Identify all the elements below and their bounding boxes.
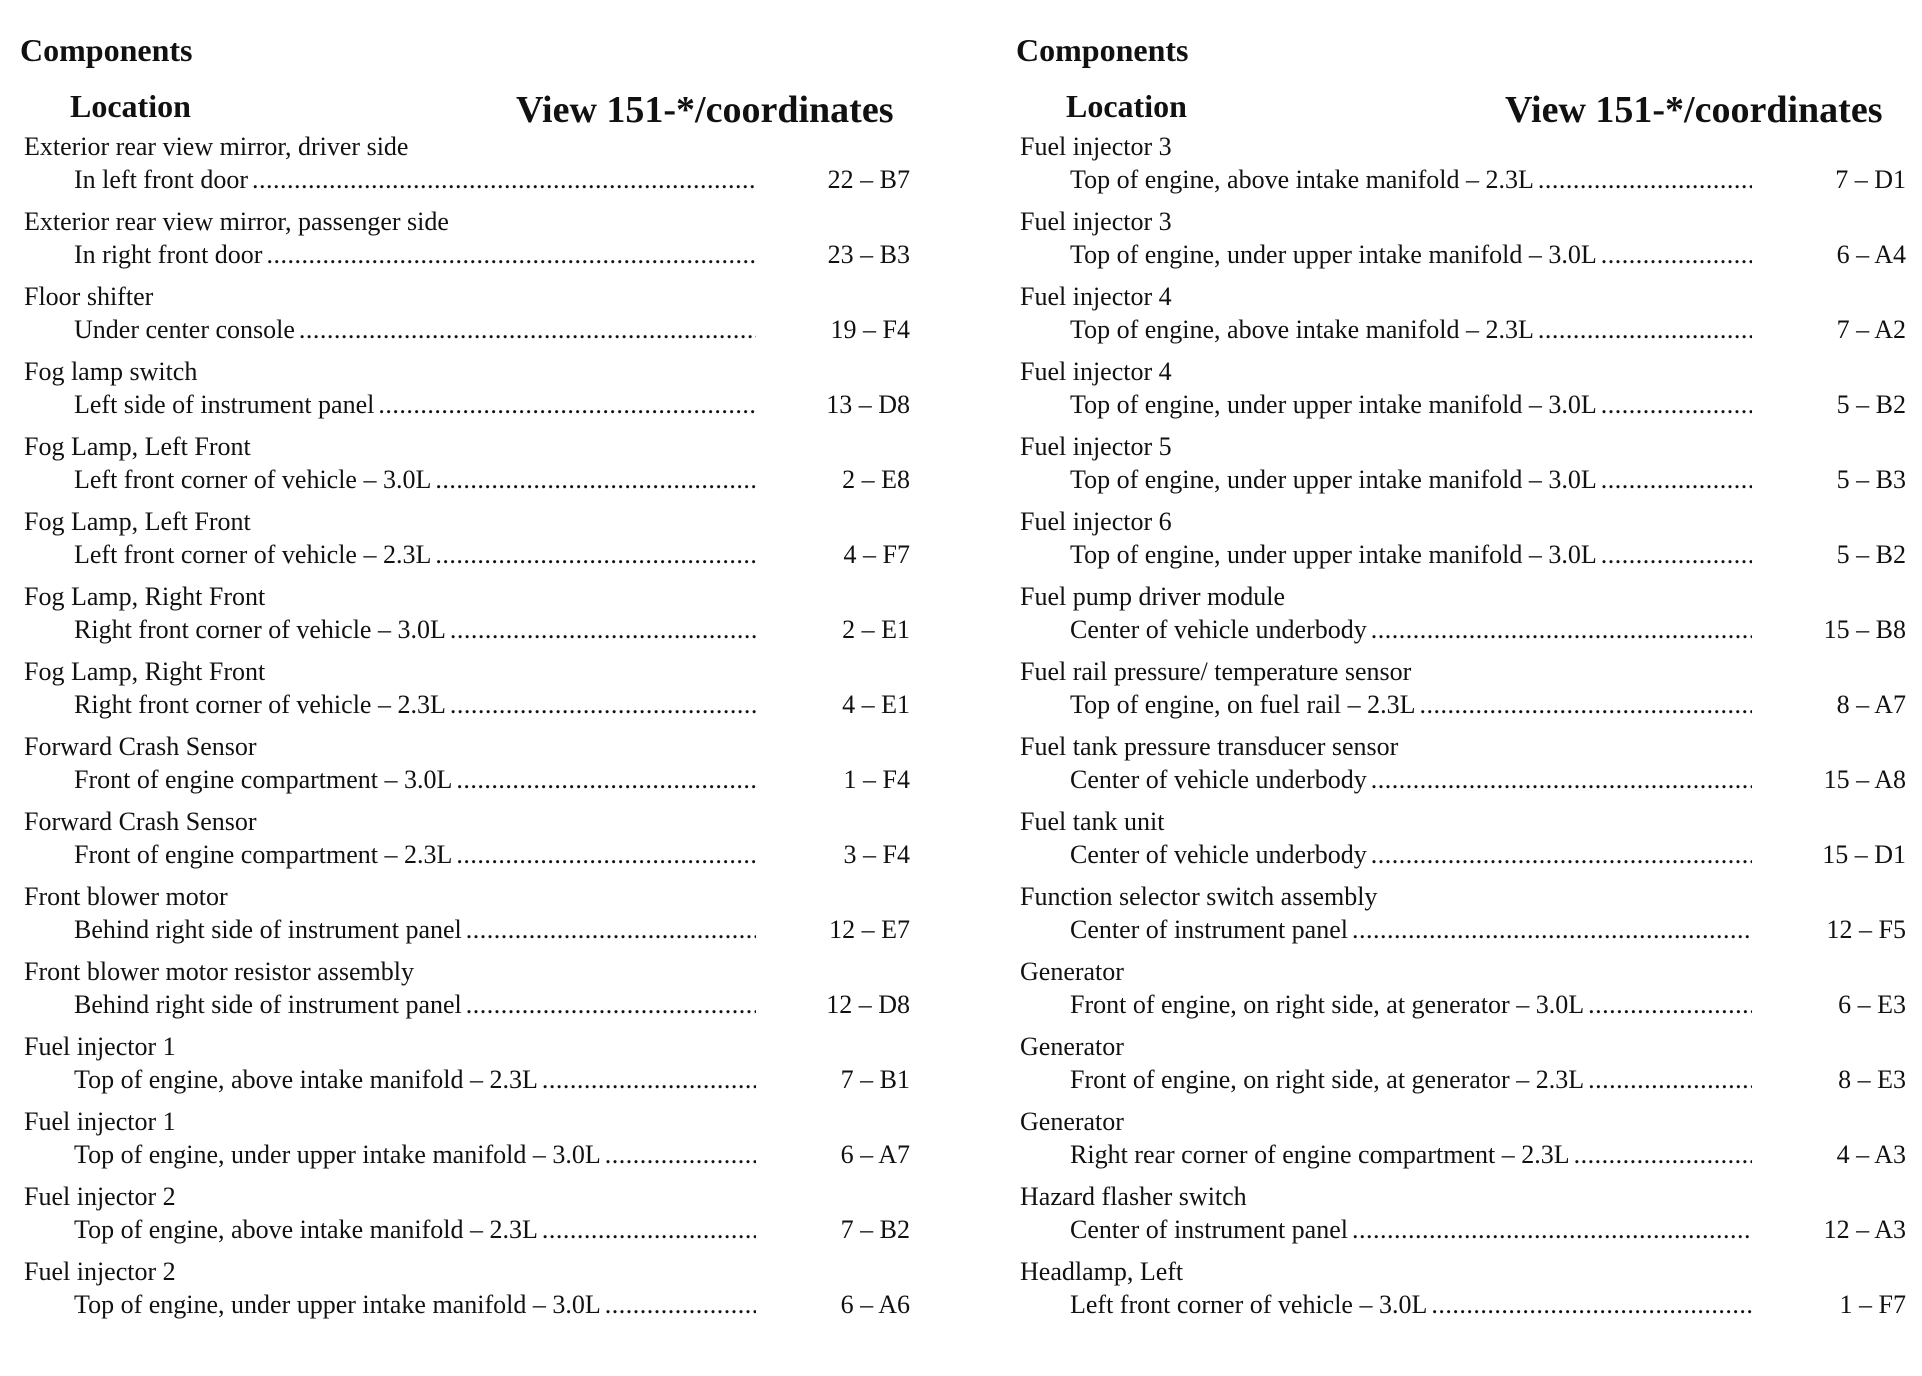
component-location: Front of engine compartment – 3.0L: [74, 765, 453, 794]
right-page: [1000, 0, 1922, 1376]
component-name: Fog lamp switch: [24, 357, 198, 386]
component-location: Front of engine, on right side, at generator – 2.3L: [1070, 1065, 1585, 1094]
view-coordinate: 6 – A7: [840, 1140, 910, 1169]
view-coordinate: 12 – D8: [826, 990, 910, 1019]
view-coordinate: 4 – A3: [1836, 1140, 1906, 1169]
list-item: [1000, 955, 1922, 1030]
component-name: Fuel injector 5: [1020, 432, 1172, 461]
component-location: Top of engine, under upper intake manifold – 3.0L: [74, 1290, 601, 1319]
view-coordinate: 4 – F7: [843, 540, 910, 569]
dot-leader: [450, 688, 756, 722]
component-name: Fog Lamp, Right Front: [24, 657, 266, 686]
list-item: [0, 730, 960, 805]
dot-leader: [252, 163, 756, 197]
view-coordinate: 5 – B2: [1836, 390, 1906, 419]
component-location: Top of engine, above intake manifold – 2.3L: [1070, 315, 1534, 344]
dot-leader: [542, 1213, 756, 1247]
component-location: In right front door: [74, 240, 263, 269]
left-entry-list: [0, 130, 960, 1330]
component-location: Left side of instrument panel: [74, 390, 375, 419]
component-name: Fuel injector 4: [1020, 282, 1172, 311]
component-name: Function selector switch assembly: [1020, 882, 1378, 911]
dot-leader: [1601, 463, 1752, 497]
list-item: [1000, 655, 1922, 730]
component-name: Fuel injector 2: [24, 1182, 176, 1211]
component-name: Fuel tank unit: [1020, 807, 1165, 836]
dot-leader: [378, 388, 756, 422]
component-location: Center of vehicle underbody: [1070, 765, 1367, 794]
component-location: Top of engine, under upper intake manifold – 3.0L: [1070, 540, 1597, 569]
view-coordinate: 6 – A4: [1836, 240, 1906, 269]
list-item: [1000, 730, 1922, 805]
component-name: Fuel injector 4: [1020, 357, 1172, 386]
dot-leader: [1574, 1138, 1752, 1172]
list-item: [1000, 1030, 1922, 1105]
component-name: Forward Crash Sensor: [24, 732, 257, 761]
component-name: Fuel tank pressure transducer sensor: [1020, 732, 1399, 761]
component-location: Right front corner of vehicle – 2.3L: [74, 690, 446, 719]
component-location: Center of instrument panel: [1070, 1215, 1348, 1244]
component-name: Generator: [1020, 1032, 1124, 1061]
view-coordinate: 15 – D1: [1822, 840, 1906, 869]
list-item: [1000, 505, 1922, 580]
dot-leader: [1352, 913, 1752, 947]
view-coordinate: 13 – D8: [826, 390, 910, 419]
list-item: [1000, 355, 1922, 430]
dot-leader: [1419, 688, 1752, 722]
dot-leader: [266, 238, 756, 272]
list-item: [0, 580, 960, 655]
component-location: Center of vehicle underbody: [1070, 615, 1367, 644]
dot-leader: [1588, 1063, 1752, 1097]
dot-leader: [1538, 313, 1752, 347]
dot-leader: [1538, 163, 1752, 197]
view-coordinate: 12 – A3: [1823, 1215, 1906, 1244]
component-location: Front of engine, on right side, at generator – 3.0L: [1070, 990, 1585, 1019]
component-name: Fuel rail pressure/ temperature sensor: [1020, 657, 1412, 686]
component-location: Top of engine, above intake manifold – 2.3L: [74, 1065, 538, 1094]
list-item: [0, 355, 960, 430]
component-location: Front of engine compartment – 2.3L: [74, 840, 453, 869]
view-coordinate: 1 – F4: [843, 765, 910, 794]
component-location: Top of engine, above intake manifold – 2.3L: [74, 1215, 538, 1244]
dot-leader: [466, 988, 756, 1022]
view-coordinate: 1 – F7: [1839, 1290, 1906, 1319]
list-item: [1000, 205, 1922, 280]
view-coordinate: 12 – F5: [1826, 915, 1906, 944]
list-item: [1000, 1105, 1922, 1180]
component-location: Top of engine, above intake manifold – 2.3L: [1070, 165, 1534, 194]
view-coordinate: 2 – E1: [842, 615, 910, 644]
component-name: Fuel injector 3: [1020, 207, 1172, 236]
view-coordinate: 22 – B7: [827, 165, 910, 194]
list-item: [1000, 280, 1922, 355]
right-location-header: Location: [1066, 88, 1187, 124]
component-location: Top of engine, on fuel rail – 2.3L: [1070, 690, 1416, 719]
view-coordinate: 7 – B1: [840, 1065, 910, 1094]
component-name: Front blower motor resistor assembly: [24, 957, 414, 986]
component-location: Under center console: [74, 315, 295, 344]
dot-leader: [435, 463, 756, 497]
component-location: Left front corner of vehicle – 3.0L: [74, 465, 432, 494]
component-location: Center of vehicle underbody: [1070, 840, 1367, 869]
component-location: Behind right side of instrument panel: [74, 915, 462, 944]
component-name: Fuel injector 1: [24, 1107, 176, 1136]
dot-leader: [299, 313, 756, 347]
dot-leader: [1371, 613, 1752, 647]
component-name: Fog Lamp, Left Front: [24, 507, 251, 536]
dot-leader: [1588, 988, 1752, 1022]
list-item: [1000, 1255, 1922, 1330]
component-location: Top of engine, under upper intake manifold – 3.0L: [1070, 390, 1597, 419]
dot-leader: [605, 1138, 756, 1172]
list-item: [0, 205, 960, 280]
list-item: [0, 1255, 960, 1330]
view-coordinate: 7 – B2: [840, 1215, 910, 1244]
dot-leader: [450, 613, 756, 647]
list-item: [0, 1180, 960, 1255]
view-coordinate: 6 – A6: [840, 1290, 910, 1319]
dot-leader: [1601, 538, 1752, 572]
component-name: Headlamp, Left: [1020, 1257, 1184, 1286]
view-coordinate: 15 – A8: [1823, 765, 1906, 794]
view-coordinate: 6 – E3: [1838, 990, 1906, 1019]
list-item: [0, 280, 960, 355]
dot-leader: [1431, 1288, 1752, 1322]
component-location: Center of instrument panel: [1070, 915, 1348, 944]
view-coordinate: 5 – B3: [1836, 465, 1906, 494]
list-item: [1000, 1180, 1922, 1255]
list-item: [1000, 130, 1922, 205]
dot-leader: [456, 838, 756, 872]
dot-leader: [605, 1288, 756, 1322]
view-coordinate: 8 – A7: [1836, 690, 1906, 719]
dot-leader: [1371, 763, 1752, 797]
left-section-title: Components: [20, 32, 193, 68]
left-page: [0, 0, 960, 1376]
list-item: [1000, 880, 1922, 955]
list-item: [0, 805, 960, 880]
list-item: [1000, 805, 1922, 880]
view-coordinate: 15 – B8: [1823, 615, 1906, 644]
component-location: Right front corner of vehicle – 3.0L: [74, 615, 446, 644]
view-coordinate: 3 – F4: [843, 840, 910, 869]
component-location: Right rear corner of engine compartment – 2.3L: [1070, 1140, 1570, 1169]
component-location: Top of engine, under upper intake manifold – 3.0L: [74, 1140, 601, 1169]
list-item: [0, 880, 960, 955]
component-name: Fuel injector 1: [24, 1032, 176, 1061]
dot-leader: [466, 913, 756, 947]
list-item: [0, 430, 960, 505]
left-view-header: View 151-*/coordinates: [516, 89, 894, 131]
component-location: Top of engine, under upper intake manifold – 3.0L: [1070, 240, 1597, 269]
list-item: [0, 1030, 960, 1105]
dot-leader: [542, 1063, 756, 1097]
component-name: Exterior rear view mirror, driver side: [24, 132, 409, 161]
view-coordinate: 2 – E8: [842, 465, 910, 494]
dot-leader: [1352, 1213, 1752, 1247]
list-item: [1000, 430, 1922, 505]
dot-leader: [1601, 388, 1752, 422]
dot-leader: [1601, 238, 1752, 272]
component-name: Hazard flasher switch: [1020, 1182, 1247, 1211]
component-name: Floor shifter: [24, 282, 154, 311]
component-location: In left front door: [74, 165, 249, 194]
left-location-header: Location: [70, 88, 191, 124]
component-location: Left front corner of vehicle – 2.3L: [74, 540, 432, 569]
right-entry-list: [1000, 130, 1922, 1330]
component-name: Generator: [1020, 1107, 1124, 1136]
view-coordinate: 19 – F4: [830, 315, 910, 344]
list-item: [0, 955, 960, 1030]
component-name: Fuel pump driver module: [1020, 582, 1286, 611]
view-coordinate: 8 – E3: [1838, 1065, 1906, 1094]
component-location: Top of engine, under upper intake manifold – 3.0L: [1070, 465, 1597, 494]
component-name: Fuel injector 2: [24, 1257, 176, 1286]
right-section-title: Components: [1016, 32, 1189, 68]
dot-leader: [456, 763, 756, 797]
view-coordinate: 7 – D1: [1835, 165, 1906, 194]
component-location: Behind right side of instrument panel: [74, 990, 462, 1019]
component-name: Fuel injector 3: [1020, 132, 1172, 161]
view-coordinate: 7 – A2: [1836, 315, 1906, 344]
component-name: Exterior rear view mirror, passenger side: [24, 207, 449, 236]
list-item: [0, 655, 960, 730]
component-name: Front blower motor: [24, 882, 228, 911]
right-view-header: View 151-*/coordinates: [1505, 89, 1883, 131]
view-coordinate: 5 – B2: [1836, 540, 1906, 569]
list-item: [0, 505, 960, 580]
component-name: Forward Crash Sensor: [24, 807, 257, 836]
list-item: [0, 130, 960, 205]
component-name: Generator: [1020, 957, 1124, 986]
view-coordinate: 12 – E7: [829, 915, 910, 944]
list-item: [1000, 580, 1922, 655]
list-item: [0, 1105, 960, 1180]
component-location: Left front corner of vehicle – 3.0L: [1070, 1290, 1428, 1319]
component-name: Fuel injector 6: [1020, 507, 1172, 536]
view-coordinate: 23 – B3: [827, 240, 910, 269]
dot-leader: [1371, 838, 1752, 872]
dot-leader: [435, 538, 756, 572]
component-name: Fog Lamp, Left Front: [24, 432, 251, 461]
view-coordinate: 4 – E1: [842, 690, 910, 719]
component-name: Fog Lamp, Right Front: [24, 582, 266, 611]
